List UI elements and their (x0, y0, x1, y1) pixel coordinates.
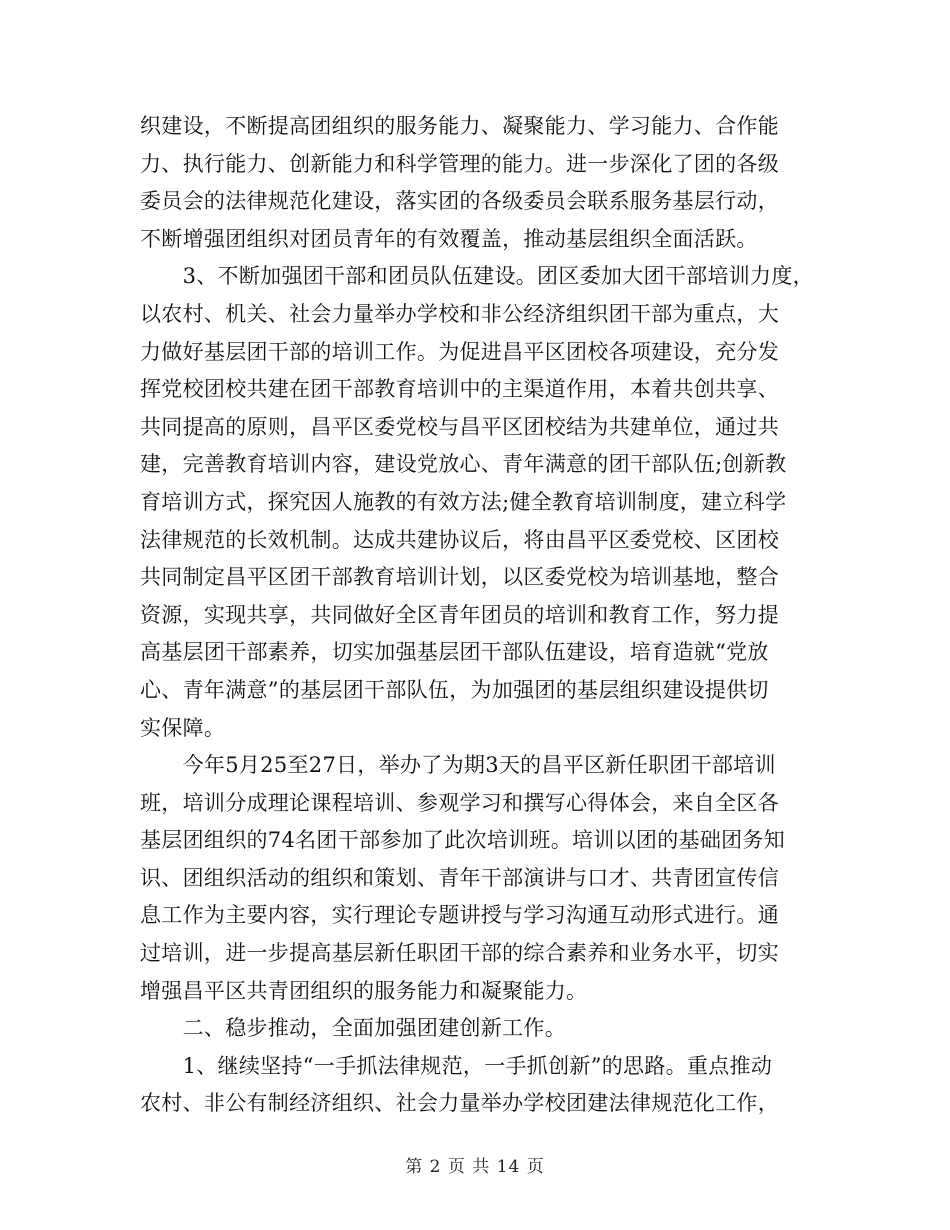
text-line: 高基层团干部素养，切实加强基层团干部队伍建设，培育造就“党放 (140, 640, 769, 665)
text-line: 识、团组织活动的组织和策划、青年干部演讲与口才、共青团宣传信 (140, 865, 779, 890)
text-line: 力、执行能力、创新能力和科学管理的能力。进一步深化了团的各级 (140, 151, 779, 176)
text-line: 3、不断加强团干部和团员队伍建设。团区委加大团干部培训力度， (140, 264, 814, 289)
text-line: 共同提高的原则，昌平区委党校与昌平区团校结为共建单位，通过共 (140, 414, 779, 439)
text-line: 基层团组织的74名团干部参加了此次培训班。培训以团的基础团务知 (140, 828, 786, 853)
text-line: 实保障。 (140, 715, 226, 740)
text-line: 农村、非公有制经济组织、社会力量举办学校团建法律规范化工作， (140, 1091, 779, 1116)
text-line: 班，培训分成理论课程培训、参观学习和撰写心得体会，来自全区各 (140, 790, 779, 815)
text-line: 挥党校团校共建在团干部教育培训中的主渠道作用，本着共创共享、 (140, 377, 779, 402)
text-line: 力做好基层团干部的培训工作。为促进昌平区团校各项建设，充分发 (140, 339, 779, 364)
text-line: 共同制定昌平区团干部教育培训计划，以区委党校为培训基地，整合 (140, 565, 779, 590)
text-line: 不断增强团组织对团员青年的有效覆盖，推动基层组织全面活跃。 (140, 226, 758, 251)
text-line: 育培训方式，探究因人施教的有效方法;健全教育培训制度，建立科学 (140, 489, 787, 514)
text-line: 增强昌平区共青团组织的服务能力和凝聚能力。 (140, 978, 588, 1003)
text-line: 织建设，不断提高团组织的服务能力、凝聚能力、学习能力、合作能 (140, 114, 779, 138)
text-line: 今年5月25至27日，举办了为期3天的昌平区新任职团干部培训 (140, 753, 776, 778)
text-line: 建，完善教育培训内容，建设党放心、青年满意的团干部队伍;创新教 (140, 452, 787, 477)
text-line: 以农村、机关、社会力量举办学校和非公经济组织团干部为重点，大 (140, 301, 779, 326)
text-line: 息工作为主要内容，实行理论专题讲授与学习沟通互动形式进行。通 (140, 903, 779, 928)
text-line: 法律规范的长效机制。达成共建协议后，将由昌平区委党校、区团校 (140, 527, 779, 552)
text-line: 资源，实现共享，共同做好全区青年团员的培训和教育工作，努力提 (140, 602, 779, 627)
text-line: 心、青年满意”的基层团干部队伍，为加强团的基层组织建设提供切 (140, 677, 769, 702)
text-line: 二、稳步推动，全面加强团建创新工作。 (140, 1016, 566, 1041)
text-line: 过培训，进一步提高基层新任职团干部的综合素养和业务水平，切实 (140, 941, 779, 966)
text-line: 1、继续坚持“一手抓法律规范，一手抓创新”的思路。重点推动 (140, 1053, 773, 1078)
page-footer: 第 2 页 共 14 页 (405, 1157, 545, 1177)
text-line: 委员会的法律规范化建设，落实团的各级委员会联系服务基层行动， (140, 189, 779, 214)
body-text (140, 108, 830, 1123)
